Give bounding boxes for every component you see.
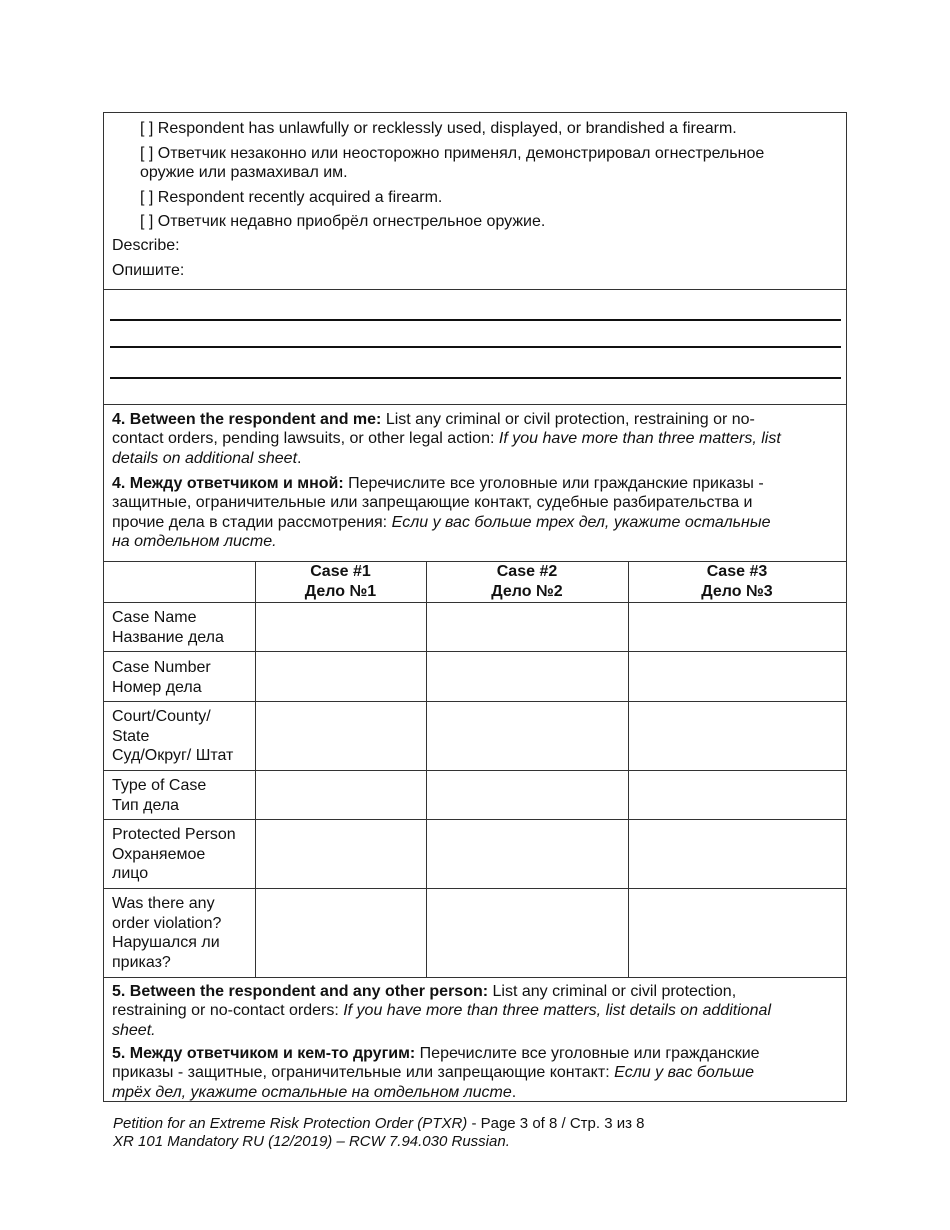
row-label-protected-person — [112, 825, 252, 884]
section-5-en-heading: 5. Between the respondent and any other person: — [112, 983, 489, 1000]
row-label-case-number — [112, 658, 252, 697]
section-5-ru-text-1: Перечислите все уголовные или гражданские — [415, 1045, 760, 1062]
section-4-en-line-1 — [112, 410, 755, 429]
table-row-border — [104, 602, 846, 603]
section-4-en-text-1: List any criminal or civil protection, restraining or no- — [381, 411, 755, 428]
section-5-ru-italic-3: трёх дел, укажите остальные на отдельном листе — [112, 1084, 512, 1101]
table-col-divider — [255, 561, 256, 977]
section-5-ru-heading: 5. Между ответчиком и кем-то другим: — [112, 1045, 416, 1062]
table-row-border — [104, 819, 846, 820]
section-4-en-heading: 4. Between the respondent and me: — [112, 411, 382, 428]
case-3-en: Case #3 — [706, 563, 768, 580]
table-row-border — [104, 888, 846, 889]
table-bottom-border — [104, 977, 846, 978]
table-row-border — [104, 770, 846, 771]
section-5-en-line-2 — [112, 1001, 771, 1020]
section-4-en-italic-3: details on additional sheet — [112, 450, 298, 467]
section-4-ru-line-1 — [112, 474, 764, 493]
row-label-line: State — [112, 727, 150, 745]
footer-line-1 — [113, 1115, 645, 1133]
footer-page-number: - Page 3 of 8 / Стр. 3 из 8 — [467, 1115, 645, 1132]
section-4-en-line-3 — [112, 449, 301, 468]
footer-form-code: XR 101 Mandatory RU (12/2019) – RCW 7.94.030 Russian. — [113, 1133, 510, 1150]
petition-form-page — [103, 112, 847, 1102]
section-4-ru-text-3: прочие дела в стадии рассмотрения: — [112, 514, 392, 531]
section-5-en-text-1: List any criminal or civil protection, — [488, 983, 737, 1000]
row-label-case-name — [112, 608, 252, 647]
section-5-en-italic-2: If you have more than three matters, list details on additional — [343, 1002, 772, 1019]
row-label-type-of-case — [112, 776, 252, 815]
row-label-line: Was there any — [112, 895, 215, 912]
divider — [104, 289, 846, 290]
column-header-case-2 — [426, 562, 628, 602]
section-4-ru-heading: 4. Между ответчиком и мной: — [112, 475, 344, 492]
row-label-line: Protected Person — [112, 826, 236, 843]
row-label-court-county-state — [112, 707, 252, 766]
row-label-line: Нарушался ли — [112, 934, 220, 951]
case-2-ru: Дело №2 — [491, 583, 563, 600]
row-label-line: лицо — [112, 865, 149, 882]
section-4-ru-text-1: Перечислите все уголовные или гражданские приказы - — [343, 475, 764, 492]
row-label-line: Case Name — [112, 609, 197, 626]
column-header-case-1 — [255, 562, 426, 602]
row-label-line: Номер дела — [112, 678, 202, 696]
table-row-border — [104, 651, 846, 652]
section-4-en-end: . — [297, 450, 302, 467]
section-4-ru-italic-3: Если у вас больше трех дел, укажите остальные — [391, 514, 771, 531]
section-4-ru-italic-4: на отдельном листе. — [112, 533, 277, 550]
checkbox-used-firearm-ru-cont: оружие или размахивал им. — [140, 164, 348, 181]
section-4-en-text-2: contact orders, pending lawsuits, or other legal action: — [112, 430, 499, 447]
section-5-en-italic-3: sheet. — [112, 1022, 156, 1039]
section-5-ru-line-1 — [112, 1044, 760, 1063]
checkbox-used-firearm-ru[interactable]: [ ] Ответчик незаконно или неосторожно применял, демонстрировал огнестрельное — [140, 145, 765, 162]
column-header-case-3 — [628, 562, 846, 602]
row-label-line: Type of Case — [112, 777, 207, 794]
row-label-order-violation — [112, 894, 252, 972]
describe-label-ru: Опишите: — [112, 262, 185, 279]
section-4-en-italic-2: If you have more than three matters, list — [498, 430, 781, 447]
case-2-en: Case #2 — [496, 563, 558, 580]
section-5-ru-italic-2: Если у вас больше — [614, 1064, 755, 1081]
section-5-ru-text-2: приказы - защитные, ограничительные или запрещающие контакт: — [112, 1064, 615, 1081]
row-label-line: Тип дела — [112, 796, 180, 814]
row-label-line: Охраняемое — [112, 845, 206, 863]
checkbox-acquired-firearm-ru[interactable]: [ ] Ответчик недавно приобрёл огнестрельное оружие. — [140, 213, 546, 230]
row-label-line: приказ? — [112, 953, 171, 971]
section-5-en-text-2: restraining or no-contact orders: — [112, 1002, 344, 1019]
table-col-divider — [426, 561, 427, 977]
row-label-line: Суд/Округ/ Штат — [112, 747, 234, 764]
checkbox-acquired-firearm-en[interactable]: [ ] Respondent recently acquired a firearm. — [140, 189, 443, 206]
row-label-line: Case Number — [112, 659, 211, 676]
describe-write-line-3[interactable] — [110, 377, 841, 379]
section-5-ru-end: . — [511, 1084, 517, 1101]
table-row-border — [104, 701, 846, 702]
row-label-line: Court/County/ — [112, 708, 211, 725]
section-5-ru-line-3 — [112, 1083, 516, 1102]
case-3-ru: Дело №3 — [701, 583, 773, 600]
section-4-en-line-2 — [112, 429, 781, 448]
checkbox-used-firearm-en[interactable]: [ ] Respondent has unlawfully or recklessly used, displayed, or brandished a firearm. — [140, 120, 737, 137]
section-5-en-line-1 — [112, 982, 736, 1001]
section-4-ru-text-2: защитные, ограничительные или запрещающие контакт, судебные разбирательства и — [112, 494, 753, 511]
divider — [104, 404, 846, 405]
case-1-en: Case #1 — [310, 563, 371, 580]
describe-label-en: Describe: — [112, 237, 180, 254]
section-4-ru-line-3 — [112, 513, 771, 532]
case-1-ru: Дело №1 — [304, 583, 377, 600]
describe-write-line-2[interactable] — [110, 346, 841, 348]
table-col-divider — [628, 561, 629, 977]
footer-form-title: Petition for an Extreme Risk Protection Order (PTXR) — [113, 1115, 468, 1132]
row-label-line: Название дела — [112, 628, 224, 646]
section-5-ru-line-2 — [112, 1063, 754, 1082]
row-label-line: order violation? — [112, 914, 222, 932]
describe-write-line-1[interactable] — [110, 319, 841, 321]
